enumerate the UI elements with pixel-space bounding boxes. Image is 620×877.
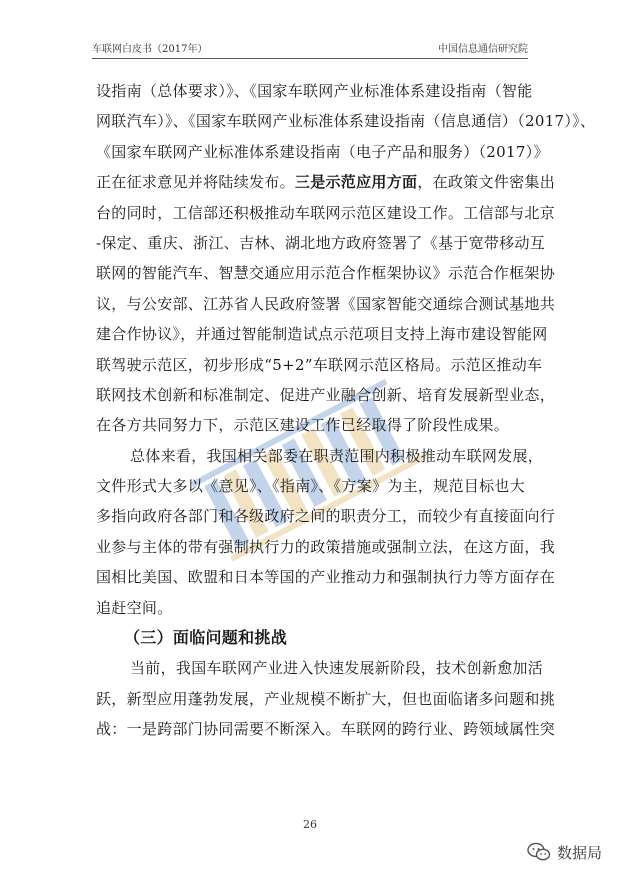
section-heading: （三）面临问题和挑战	[124, 628, 288, 648]
text-line: 在各方共同努力下，示范区建设工作已经取得了阶段性成果。	[96, 416, 510, 435]
text-line: 业参与主体的带有强制执行力的政策措施或强制立法，在这方面，我	[96, 537, 556, 556]
text-line: 议，与公安部、江苏省人民政府签署《国家智能交通综合测试基地共	[96, 294, 556, 313]
text-line: 当前，我国车联网产业进入快速发展新阶段，技术创新愈加活	[130, 659, 544, 678]
text-line: 文件形式大多以《意见》、《指南》、《方案》为主，规范目标也大	[96, 477, 526, 496]
text-line: 联网技术创新和标准制定、促进产业融合创新、培育发展新型业态，	[96, 385, 556, 404]
header-title: 车联网白皮书（2017年）	[92, 44, 208, 55]
text-line: 设指南（总体要求）》、《国家车联网产业标准体系建设指南（智能	[96, 82, 533, 100]
text-line: 国相比美国、欧盟和日本等国的产业推动力和强制执行力等方面存在	[96, 568, 556, 587]
text-line: 建合作协议》，并通过智能制造试点示范项目支持上海市建设智能网	[96, 325, 548, 344]
text-run: 正在征求意见并将陆续发布。	[96, 173, 295, 192]
header-divider	[92, 58, 528, 59]
emphasis-text: 三是示范应用方面	[294, 173, 418, 192]
text-line	[96, 167, 556, 197]
text-line: 联驾驶示范区，初步形成“5+2”车联网示范区格局。示范区推动车	[96, 355, 543, 374]
wechat-icon	[527, 842, 551, 862]
text-line: 网联汽车）》、《国家车联网产业标准体系建设指南（信息通信）（2017）》、	[96, 112, 596, 131]
text-run: ，在政策文件密集出	[417, 173, 556, 192]
text-line: 联网的智能汽车、智慧交通应用示范合作框架协议》示范合作框架协	[96, 264, 556, 283]
header-organization: 中国信息通信研究院	[438, 44, 528, 55]
text-line: 台的同时，工信部还积极推动车联网示范区建设工作。工信部与北京	[96, 203, 556, 222]
brand-label: 数据局	[556, 843, 602, 862]
text-line: 战：一是跨部门协同需要不断深入。车联网的跨行业、跨领域属性突	[96, 720, 556, 739]
text-line: 追赶空间。	[96, 598, 173, 617]
text-line: 总体来看，我国相关部委在职责范围内积极推动车联网发展，	[130, 446, 544, 465]
text-line: 《国家车联网产业标准体系建设指南（电子产品和服务）（2017）》	[96, 142, 549, 161]
page-number: 26	[303, 818, 317, 831]
document-body	[96, 76, 596, 745]
page-header	[92, 40, 528, 58]
text-line: 多指向政府各部门和各级政府之间的职责分工，而较少有直接面向行	[96, 507, 556, 526]
brand-badge[interactable]	[527, 840, 602, 864]
text-line: 跃，新型应用蓬勃发展，产业规模不断扩大，但也面临诸多问题和挑	[96, 689, 556, 708]
text-line: -保定、重庆、浙江、吉林、湖北地方政府签署了《基于宽带移动互	[96, 233, 546, 252]
